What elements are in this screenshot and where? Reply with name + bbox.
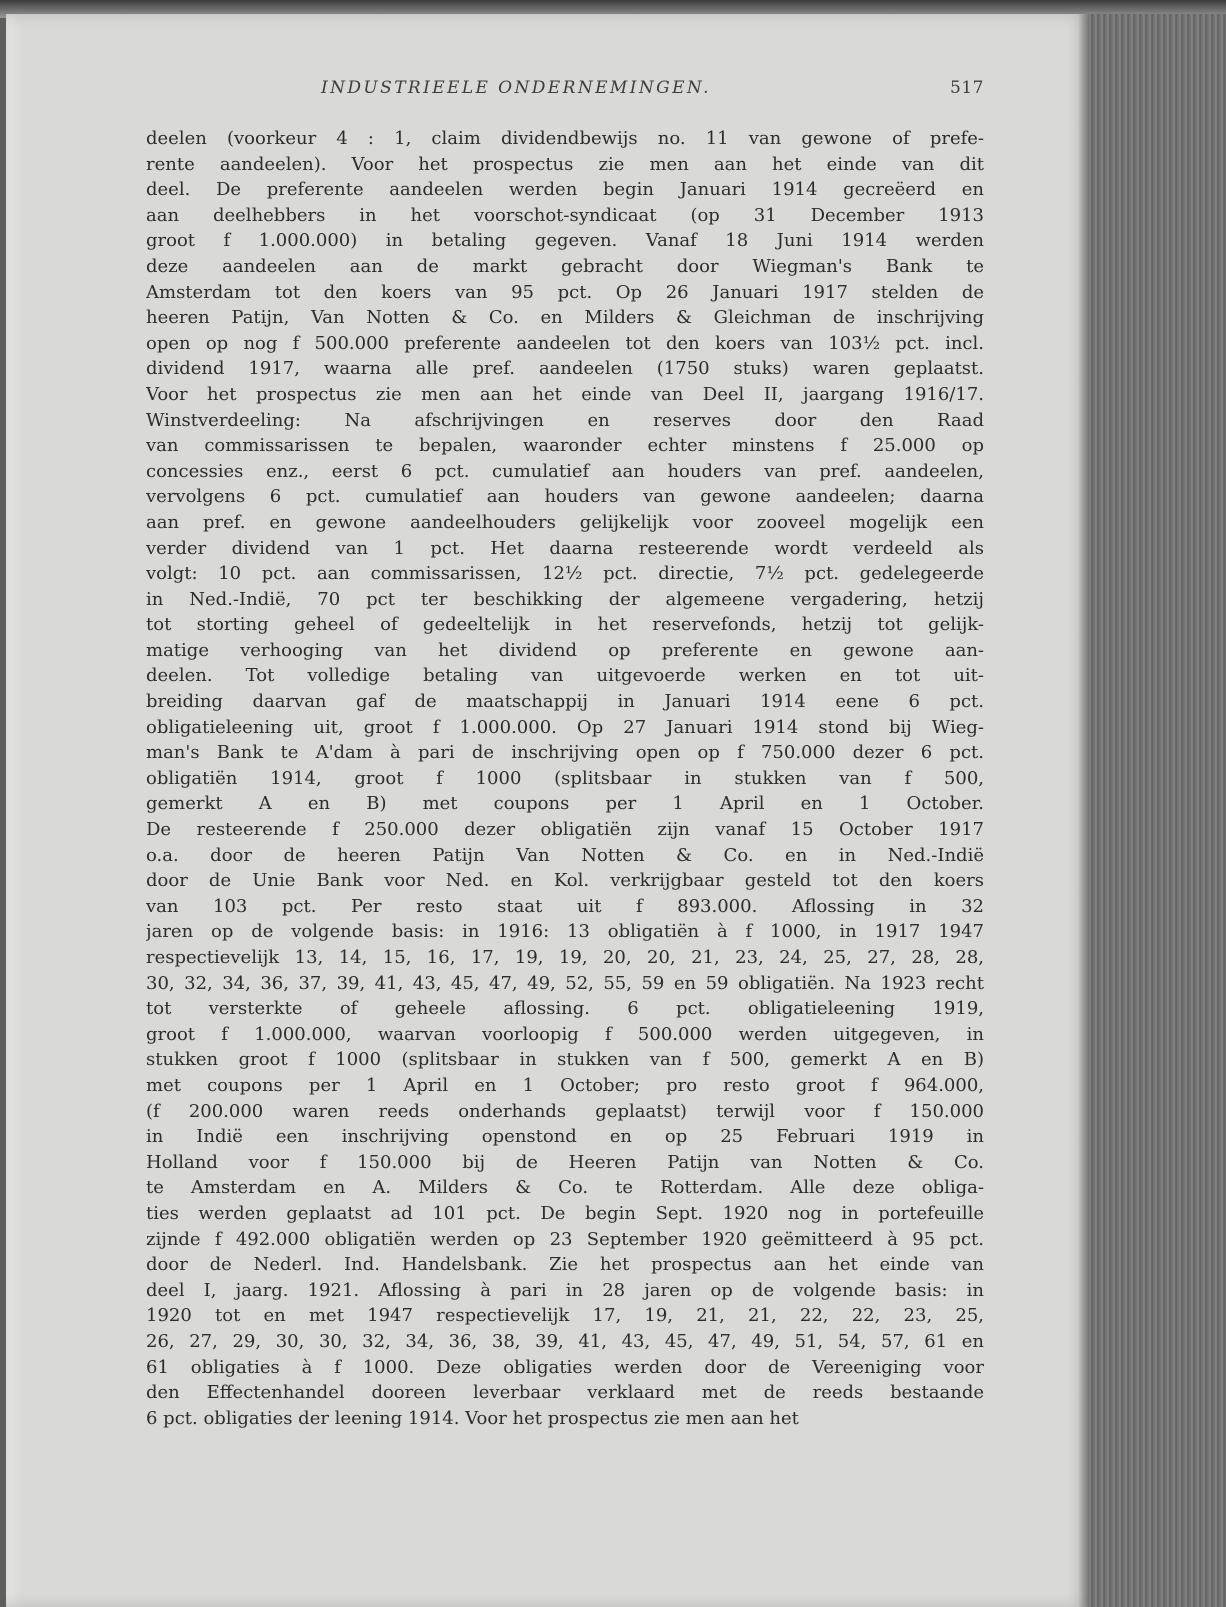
text-line: Amsterdam tot den koers van 95 pct. Op 26 Januari 1917 stelden de <box>146 281 984 303</box>
text-line: obligatieleening uit, groot f 1.000.000. Op 27 Januari 1914 stond bij Wieg- <box>146 716 984 738</box>
text-line: ties werden geplaatst ad 101 pct. De begin Sept. 1920 nog in portefeuille <box>146 1202 984 1224</box>
text-line: heeren Patijn, Van Notten & Co. en Milders & Gleichman de inschrijving <box>146 307 984 329</box>
text-line: deelen. Tot volledige betaling van uitgevoerde werken en tot uit- <box>146 665 984 687</box>
text-line: in Indië een inschrijving openstond en op 25 Februari 1919 in <box>146 1126 984 1148</box>
text-line: (f 200.000 waren reeds onderhands geplaatst) terwijl voor f 150.000 <box>146 1100 984 1122</box>
page-edges <box>1088 14 1226 1607</box>
text-line: 26, 27, 29, 30, 30, 32, 34, 36, 38, 39, 41, 43, 45, 47, 49, 51, 54, 57, 61 en <box>146 1330 984 1352</box>
text-line: breiding daarvan gaf de maatschappij in Januari 1914 eene 6 pct. <box>146 691 984 713</box>
text-line: dividend 1917, waarna alle pref. aandeelen (1750 stuks) waren geplaatst. <box>146 358 984 380</box>
running-head <box>146 78 984 102</box>
text-line: o.a. door de heeren Patijn Van Notten & Co. en in Ned.-Indië <box>146 844 984 866</box>
text-line: 1920 tot en met 1947 respectievelijk 17, 19, 21, 21, 22, 22, 23, 25, <box>146 1305 984 1327</box>
text-line: door de Unie Bank voor Ned. en Kol. verkrijgbaar gesteld tot den koers <box>146 870 984 892</box>
text-line: man's Bank te A'dam à pari de inschrijving open op f 750.000 dezer 6 pct. <box>146 742 984 764</box>
text-line: deel I, jaarg. 1921. Aflossing à pari in 28 jaren op de volgende basis: in <box>146 1279 984 1301</box>
text-line: door de Nederl. Ind. Handelsbank. Zie het prospectus aan het einde van <box>146 1254 984 1276</box>
text-line: 6 pct. obligaties der leening 1914. Voor het prospectus zie men aan het <box>146 1407 799 1429</box>
text-line: groot f 1.000.000) in betaling gegeven. Vanaf 18 Juni 1914 werden <box>146 230 984 252</box>
text-line: Voor het prospectus zie men aan het einde van Deel II, jaargang 1916/17. <box>146 383 984 405</box>
text-line: van commissarissen te bepalen, waaronder echter minstens f 25.000 op <box>146 435 984 457</box>
text-line: Winstverdeeling: Na afschrijvingen en reserves door den Raad <box>146 409 984 431</box>
text-line: in Ned.-Indië, 70 pct ter beschikking der algemeene vergadering, hetzij <box>146 588 984 610</box>
text-line: verder dividend van 1 pct. Het daarna resteerende wordt verdeeld als <box>146 537 984 559</box>
text-line: deelen (voorkeur 4 : 1, claim dividendbewijs no. 11 van gewone of prefe- <box>146 128 984 149</box>
text-line: met coupons per 1 April en 1 October; pro resto groot f 964.000, <box>146 1074 984 1096</box>
text-line: gemerkt A en B) met coupons per 1 April en 1 October. <box>146 793 984 815</box>
text-line: deze aandeelen aan de markt gebracht door Wiegman's Bank te <box>146 255 984 277</box>
text-line: jaren op de volgende basis: in 1916: 13 obligatiën à f 1000, in 1917 1947 <box>146 921 984 943</box>
body-text <box>146 126 984 1431</box>
text-line: volgt: 10 pct. aan commissarissen, 12½ pct. directie, 7½ pct. gedelegeerde <box>146 563 984 585</box>
text-line: tot storting geheel of gedeeltelijk in het reservefonds, hetzij tot gelijk- <box>146 614 984 636</box>
page-number: 517 <box>950 78 984 98</box>
text-line: open op nog f 500.000 preferente aandeelen tot den koers van 103½ pct. incl. <box>146 332 984 354</box>
text-line: vervolgens 6 pct. cumulatief aan houders van gewone aandeelen; daarna <box>146 486 984 508</box>
text-line: aan pref. en gewone aandeelhouders gelijkelijk voor zooveel mogelijk een <box>146 511 984 533</box>
text-line: De resteerende f 250.000 dezer obligatiën zijn vanaf 15 October 1917 <box>146 819 984 841</box>
text-line: matige verhooging van het dividend op preferente en gewone aan- <box>146 639 984 661</box>
text-line: respectievelijk 13, 14, 15, 16, 17, 19, 19, 20, 20, 21, 23, 24, 25, 27, 28, 28, <box>146 947 984 968</box>
text-line: van 103 pct. Per resto staat uit f 893.000. Aflossing in 32 <box>146 895 984 917</box>
text-line: 61 obligaties à f 1000. Deze obligaties werden door de Vereeniging voor <box>146 1356 984 1378</box>
text-line: obligatiën 1914, groot f 1000 (splitsbaar in stukken van f 500, <box>146 767 984 789</box>
text-line: 30, 32, 34, 36, 37, 39, 41, 43, 45, 47, 49, 52, 55, 59 en 59 obligatiën. Na 1923 recht <box>146 972 984 994</box>
text-line: aan deelhebbers in het voorschot-syndicaat (op 31 December 1913 <box>146 204 984 226</box>
text-line: te Amsterdam en A. Milders & Co. te Rotterdam. Alle deze obliga- <box>146 1177 984 1199</box>
text-line: zijnde f 492.000 obligatiën werden op 23 September 1920 geëmitteerd à 95 pct. <box>146 1228 984 1250</box>
text-line: stukken groot f 1000 (splitsbaar in stukken van f 500, gemerkt A en B) <box>146 1049 984 1071</box>
text-line: concessies enz., eerst 6 pct. cumulatief aan houders van pref. aandeelen, <box>146 460 984 482</box>
text-line: den Effectenhandel dooreen leverbaar verklaard met de reeds bestaande <box>146 1382 984 1404</box>
text-line: deel. De preferente aandeelen werden begin Januari 1914 gecreëerd en <box>146 179 984 201</box>
text-line: tot versterkte of geheele aflossing. 6 pct. obligatieleening 1919, <box>146 998 984 1020</box>
text-line: rente aandeelen). Voor het prospectus zie men aan het einde van dit <box>146 153 984 175</box>
running-title: INDUSTRIEELE ONDERNEMINGEN. <box>321 78 711 98</box>
text-line: groot f 1.000.000, waarvan voorloopig f 500.000 werden uitgegeven, in <box>146 1023 984 1045</box>
text-line: Holland voor f 150.000 bij de Heeren Patijn van Notten & Co. <box>146 1151 984 1173</box>
